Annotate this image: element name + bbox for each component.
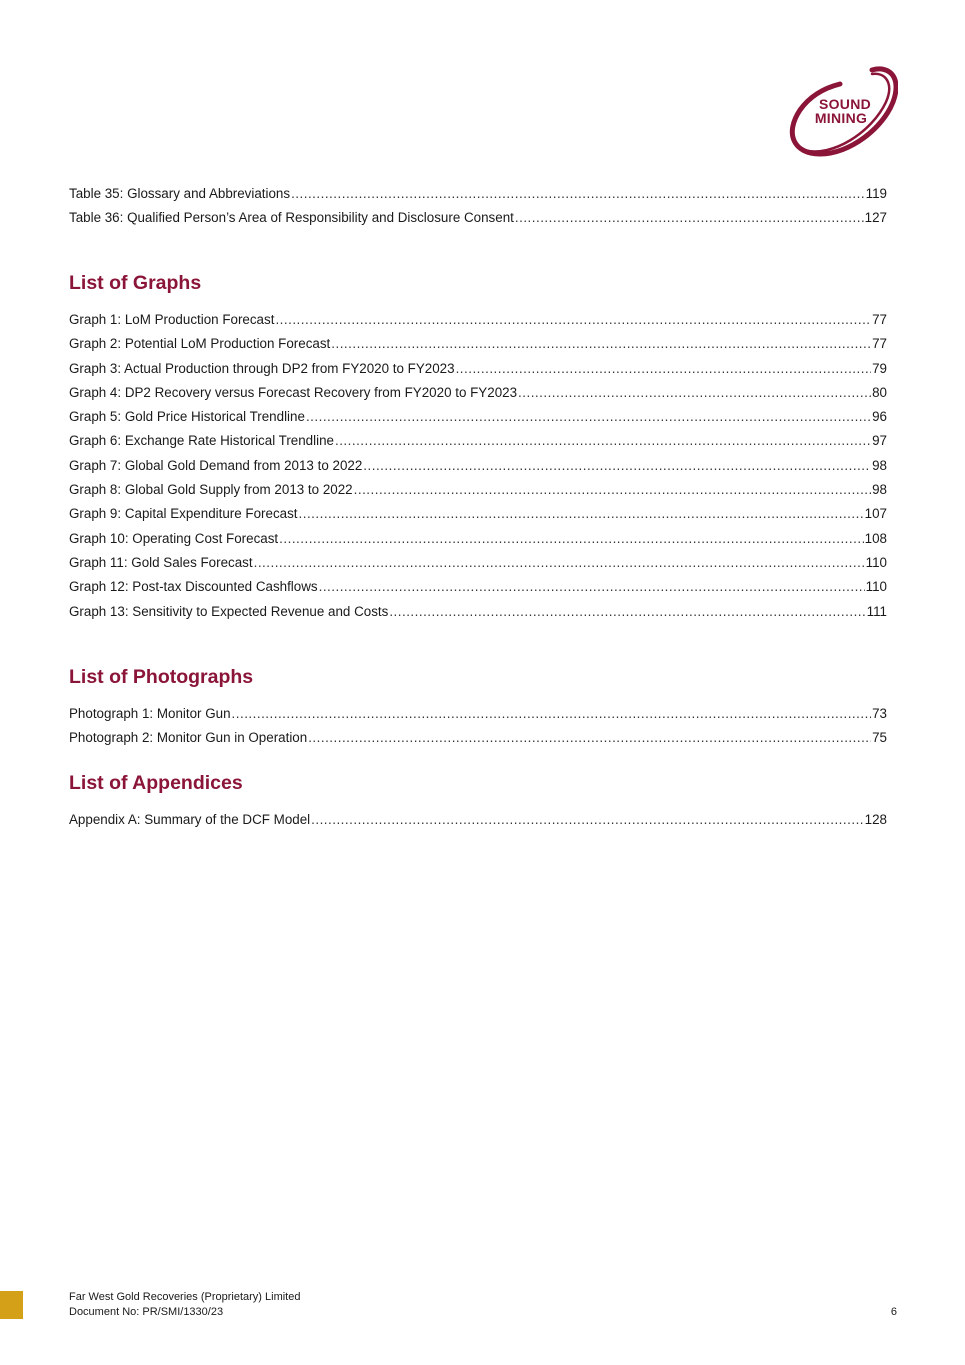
toc-leader-dots bbox=[308, 726, 871, 750]
toc-entry-page: 128 bbox=[864, 812, 887, 827]
toc-leader-dots bbox=[299, 502, 864, 526]
logo-word-mining: MINING bbox=[814, 110, 868, 126]
toc-entry-title: Table 35: Glossary and Abbreviations bbox=[69, 186, 291, 201]
toc-entry[interactable] bbox=[69, 726, 887, 750]
toc-leader-dots bbox=[319, 575, 865, 599]
toc-leader-dots bbox=[389, 600, 865, 624]
footer-company: Far West Gold Recoveries (Proprietary) Limited bbox=[69, 1291, 301, 1303]
toc-entry[interactable] bbox=[69, 429, 887, 453]
toc-entry-title: Graph 2: Potential LoM Production Forecast bbox=[69, 336, 331, 352]
toc-entry-title: Photograph 1: Monitor Gun bbox=[69, 706, 231, 721]
toc-entry[interactable] bbox=[69, 551, 887, 575]
toc-entry-page: 107 bbox=[864, 506, 887, 522]
list-of-appendices bbox=[69, 808, 887, 832]
toc-entry[interactable] bbox=[69, 332, 887, 356]
toc-entry-page: 97 bbox=[872, 433, 887, 449]
toc-leader-dots bbox=[331, 332, 871, 356]
toc-entry[interactable] bbox=[69, 478, 887, 502]
toc-entry-title: Graph 3: Actual Production through DP2 from FY2020 to FY2023 bbox=[69, 360, 455, 376]
toc-leader-dots bbox=[291, 182, 865, 206]
toc-leader-dots bbox=[456, 357, 872, 381]
toc-entry-page: 98 bbox=[872, 482, 887, 498]
toc-leader-dots bbox=[254, 551, 865, 575]
list-of-photographs bbox=[69, 702, 887, 751]
toc-entry-title: Graph 10: Operating Cost Forecast bbox=[69, 530, 279, 546]
toc-entry-page: 98 bbox=[872, 457, 887, 473]
toc-entry-title: Table 36: Qualified Person’s Area of Responsibility and Disclosure Consent bbox=[69, 210, 514, 226]
list-of-photographs-heading: List of Photographs bbox=[69, 666, 254, 688]
toc-entry[interactable] bbox=[69, 808, 887, 832]
footer bbox=[69, 1290, 300, 1320]
toc-leader-dots bbox=[275, 308, 871, 332]
toc-entry-page: 80 bbox=[872, 384, 887, 400]
list-of-graphs-heading: List of Graphs bbox=[69, 272, 202, 294]
toc-entry-title: Graph 7: Global Gold Demand from 2013 to 2022 bbox=[69, 457, 363, 473]
toc-entry-page: 110 bbox=[865, 579, 887, 595]
toc-leader-dots bbox=[306, 405, 871, 429]
toc-entry-page: 77 bbox=[872, 312, 887, 327]
toc-entry-title: Graph 1: LoM Production Forecast bbox=[69, 312, 275, 327]
toc-entry-page: 75 bbox=[872, 730, 887, 746]
toc-leader-dots bbox=[515, 206, 864, 230]
toc-entry[interactable] bbox=[69, 600, 887, 624]
toc-entry[interactable] bbox=[69, 182, 887, 206]
toc-leader-dots bbox=[363, 454, 871, 478]
toc-leader-dots bbox=[335, 429, 871, 453]
toc-entry-page: 108 bbox=[864, 530, 887, 546]
toc-entry-page: 77 bbox=[872, 336, 887, 352]
toc-entry-title: Graph 5: Gold Price Historical Trendline bbox=[69, 409, 305, 425]
toc-entry-title: Graph 9: Capital Expenditure Forecast bbox=[69, 506, 298, 522]
toc-leader-dots bbox=[518, 381, 871, 405]
toc-leader-dots bbox=[354, 478, 871, 502]
sound-mining-logo bbox=[786, 66, 898, 158]
toc-entry-title: Graph 4: DP2 Recovery versus Forecast Recovery from FY2020 to FY2023 bbox=[69, 384, 518, 400]
page-number: 6 bbox=[890, 1306, 897, 1318]
toc-entry-page: 127 bbox=[864, 210, 887, 226]
toc-entry[interactable] bbox=[69, 527, 887, 551]
list-of-tables-continued bbox=[69, 182, 887, 231]
toc-leader-dots bbox=[232, 702, 872, 726]
toc-entry-title: Graph 6: Exchange Rate Historical Trendline bbox=[69, 433, 334, 449]
toc-entry-page: 79 bbox=[872, 360, 887, 376]
toc-entry-page: 119 bbox=[865, 186, 887, 201]
toc-entry[interactable] bbox=[69, 357, 887, 381]
toc-entry[interactable] bbox=[69, 502, 887, 526]
list-of-graphs bbox=[69, 308, 887, 624]
toc-entry-title: Photograph 2: Monitor Gun in Operation bbox=[69, 730, 308, 746]
toc-entry-title: Graph 13: Sensitivity to Expected Revenue and Costs bbox=[69, 603, 389, 619]
toc-leader-dots bbox=[311, 808, 864, 832]
toc-leader-dots bbox=[279, 527, 864, 551]
toc-entry-title: Graph 12: Post-tax Discounted Cashflows bbox=[69, 579, 318, 595]
toc-entry-page: 111 bbox=[866, 603, 887, 619]
footer-document-number: Document No: PR/SMI/1330/23 bbox=[69, 1306, 224, 1318]
toc-entry-title: Graph 11: Gold Sales Forecast bbox=[69, 554, 253, 570]
list-of-appendices-heading: List of Appendices bbox=[69, 772, 243, 794]
toc-entry[interactable] bbox=[69, 381, 887, 405]
toc-entry-title: Graph 8: Global Gold Supply from 2013 to 2022 bbox=[69, 482, 353, 498]
toc-entry-page: 96 bbox=[872, 409, 887, 425]
logo-word-sound: SOUND bbox=[818, 96, 872, 112]
toc-entry[interactable] bbox=[69, 405, 887, 429]
footer-color-tab bbox=[0, 1291, 23, 1319]
toc-entry[interactable] bbox=[69, 575, 887, 599]
toc-entry[interactable] bbox=[69, 308, 887, 332]
toc-entry[interactable] bbox=[69, 206, 887, 230]
toc-entry[interactable] bbox=[69, 454, 887, 478]
toc-entry-page: 110 bbox=[865, 554, 887, 570]
toc-entry[interactable] bbox=[69, 702, 887, 726]
toc-entry-page: 73 bbox=[872, 706, 887, 721]
toc-entry-title: Appendix A: Summary of the DCF Model bbox=[69, 812, 311, 827]
